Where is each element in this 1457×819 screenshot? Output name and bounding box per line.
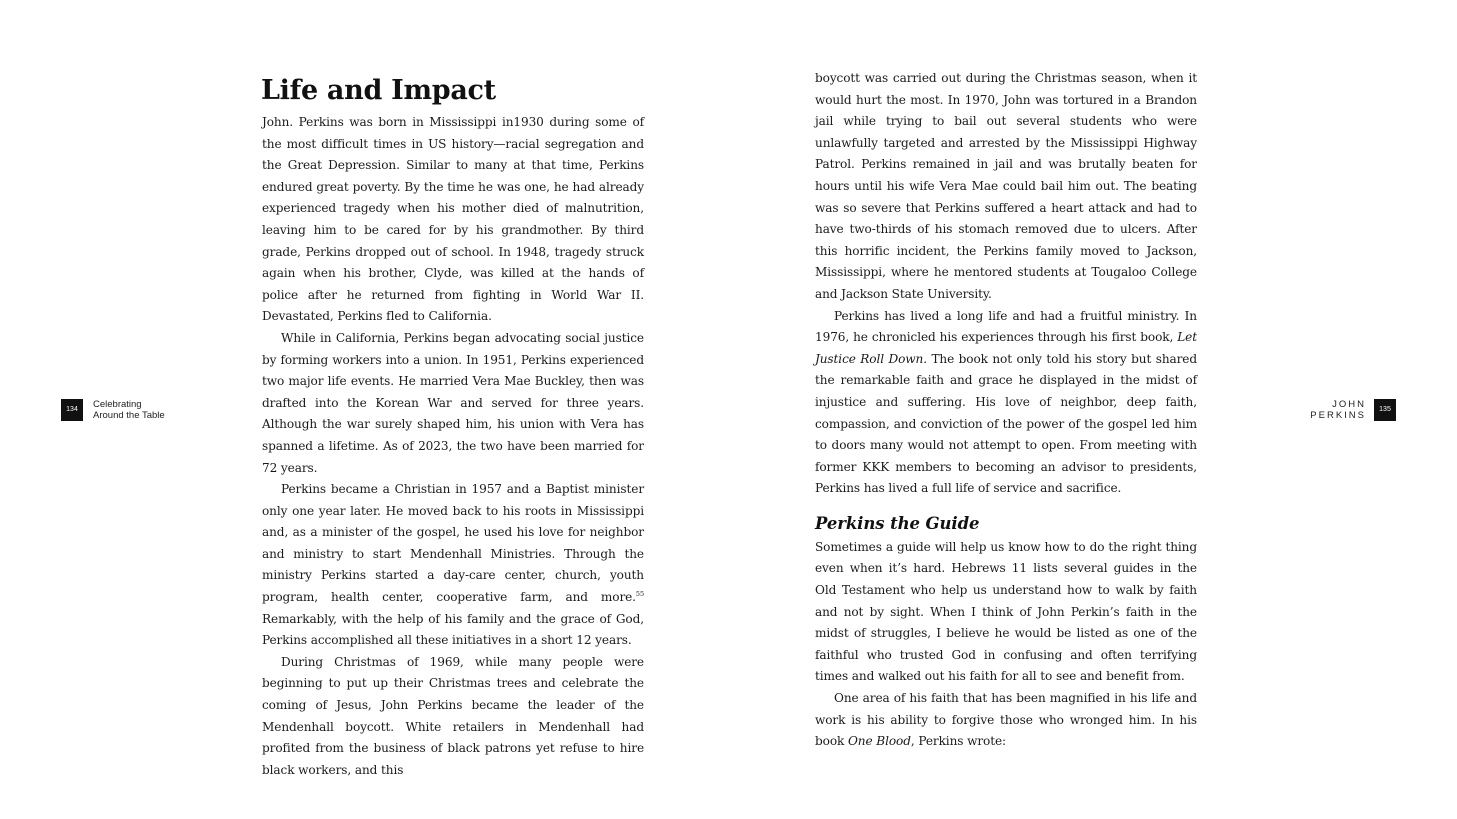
section-subheading: Perkins the Guide — [815, 513, 980, 533]
body-paragraph: Sometimes a guide will help us know how to do the right thing even when it’s hard. Hebrews 11 lists several guides in the Old Testament who help us understand how to walk by faith and not by sight. When I think of John Perkin’s faith in the midst of struggles, I believe he would be listed as one of the faithful who trusted God in confusing and often terrifying times and walked out his faith for all to see and benefit from. — [815, 539, 1197, 684]
running-head-left-line-2: Around the Table — [93, 409, 165, 421]
body-paragraph: During Christmas of 1969, while many people were beginning to put up their Christmas trees and celebrate the coming of Jesus, John Perkins became the leader of the Mendenhall boycott. White retailers in Mendenhall had profited from the business of black patrons yet refuse to hire black workers, and this — [262, 654, 644, 777]
running-head-right-line-1: JOHN — [1332, 399, 1366, 410]
paragraph-text: Perkins became a Christian in 1957 and a Baptist minister only one year later. He moved back to his roots in Mississippi and, as a minister of the gospel, he used his love for neighbor and ministry to start Mendenhall Ministries. Through the ministry Perkins started a day-care center, church, youth program, health center, cooperative farm, and more. — [262, 482, 644, 605]
footnote-marker: 55 — [635, 590, 644, 599]
page-number-left: 134 — [61, 399, 83, 421]
book-title: Let Justice Roll Down — [815, 330, 1197, 366]
body-paragraph: While in California, Perkins began advocating social justice by forming workers into a union. In 1951, Perkins experienced two major life events. He married Vera Mae Buckley, then was drafted into the Korean War and served for three years. Although the war surely shaped him, his union with Vera has spanned a lifetime. As of 2023, the two have been married for 72 years. — [262, 330, 644, 475]
body-paragraph — [262, 479, 644, 652]
paragraph-text: Remarkably, with the help of his family and the grace of God, Perkins accomplished all these initiatives in a short 12 years. — [262, 611, 644, 648]
paragraph-text: , Perkins wrote: — [910, 734, 1007, 749]
running-head-right — [1310, 400, 1366, 421]
left-page-body — [262, 112, 644, 781]
chapter-title: Life and Impact — [261, 75, 496, 106]
paragraph-text: One area of his faith that has been magnified in his life and work is his ability to forgive those who wronged him. In his book — [815, 691, 1197, 749]
book-title: One Blood — [847, 734, 911, 749]
right-page-body — [815, 68, 1197, 753]
running-head-left-line-1: Celebrating — [93, 399, 142, 410]
body-paragraph — [815, 688, 1197, 753]
body-paragraph: boycott was carried out during the Christmas season, when it would hurt the most. In 1970, John was tortured in a Brandon jail while trying to bail out several students who were unlawfully targeted and arrested by the Mississippi Highway Patrol. Perkins remained in jail and was brutally beaten for hours until his wife Vera Mae could bail him out. The beating was so severe that Perkins suffered a heart attack and had to have two-thirds of his stomach removed due to ulcers. After this horrific incident, the Perkins family moved to Jackson, Mississippi, where he mentored students at Tougaloo College and Jackson State University. — [815, 71, 1197, 301]
body-paragraph: John. Perkins was born in Mississippi in1930 during some of the most difficult times in US history—racial segregation and the Great Depression. Similar to many at that time, Perkins endured great poverty. By the time he was one, he had already experienced tragedy when his mother died of malnutrition, leaving him to be cared for by his grandmother. By third grade, Perkins dropped out of school. In 1948, tragedy struck again when his brother, Clyde, was killed at the hands of police after he returned from fighting in World War II. Devastated, Perkins fled to California. — [262, 115, 644, 324]
running-head-right-line-2: PERKINS — [1310, 409, 1366, 421]
body-paragraph — [815, 306, 1197, 500]
page-number-right: 135 — [1374, 399, 1396, 421]
paragraph-text: Perkins has lived a long life and had a fruitful ministry. In 1976, he chronicled his experiences through his first book, — [815, 308, 1197, 345]
paragraph-text: . The book not only told his story but shared the remarkable faith and grace he displayed in the midst of injustice and suffering. His love of neighbor, deep faith, compassion, and conviction of the power of the gospel led him to doors many would not attempt to open. From meeting with former KKK members to becoming an advisor to presidents, Perkins has lived a full life of service and sacrifice. — [815, 351, 1198, 496]
running-head-left — [93, 400, 165, 421]
